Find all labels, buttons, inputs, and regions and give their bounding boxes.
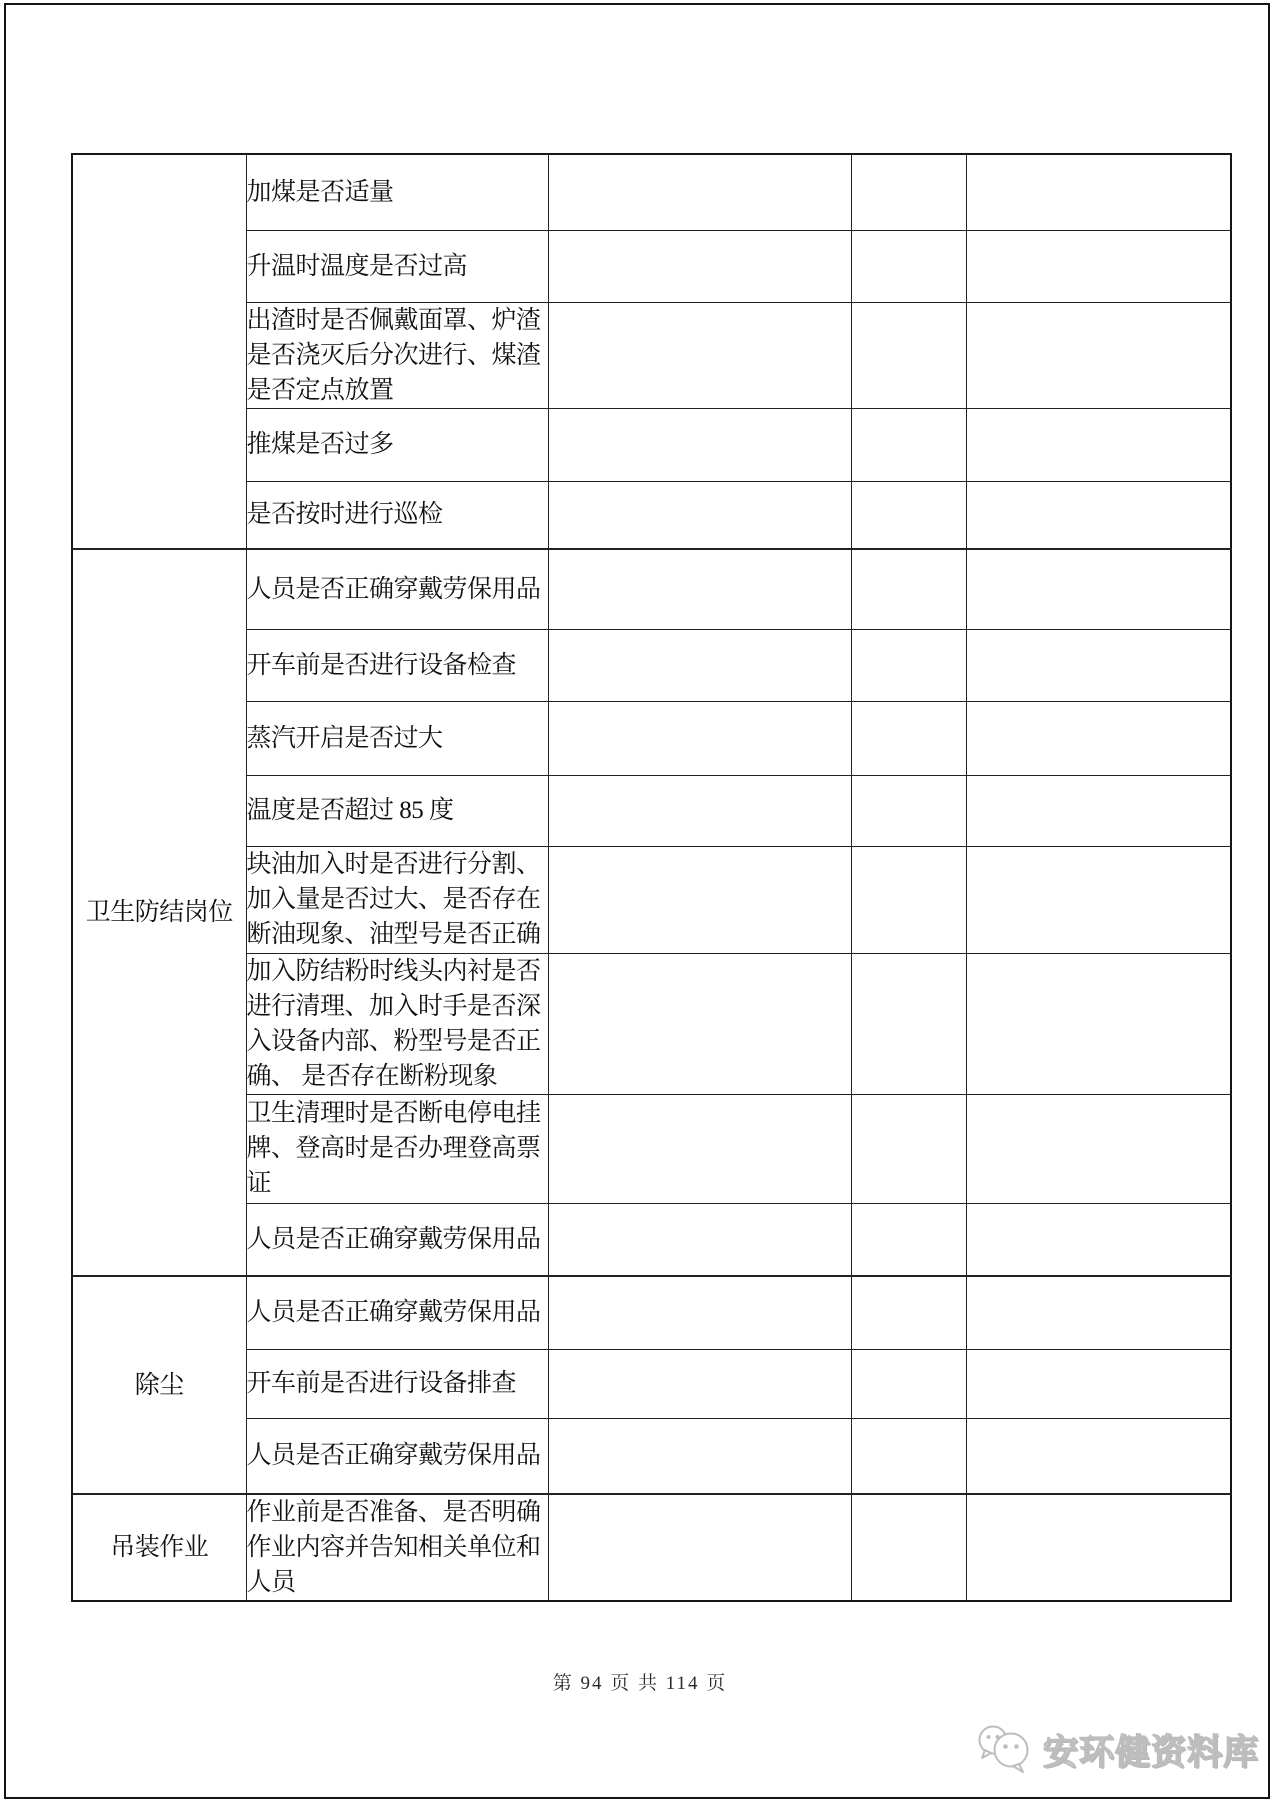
- status-cell: [851, 775, 966, 846]
- inspection-checklist-table: [71, 153, 1232, 1602]
- checklist-item: 人员是否正确穿戴劳保用品: [246, 1203, 548, 1276]
- table-row: [72, 302, 1231, 408]
- status-cell: [851, 846, 966, 953]
- result-cell: [548, 481, 851, 549]
- checklist-item: 人员是否正确穿戴劳保用品: [246, 549, 548, 629]
- result-cell: [548, 549, 851, 629]
- remark-cell: [966, 1094, 1231, 1203]
- table-row: [72, 1494, 1231, 1601]
- checklist-item: 作业前是否准备、是否明确作业内容并告知相关单位和人员: [246, 1494, 548, 1601]
- remark-cell: [966, 1418, 1231, 1494]
- result-cell: [548, 1276, 851, 1349]
- checklist-item: 是否按时进行巡检: [246, 481, 548, 549]
- status-cell: [851, 549, 966, 629]
- checklist-item: 加入防结粉时线头内衬是否进行清理、加入时手是否深入设备内部、粉型号是否正确、 是否存在断粉现象: [246, 953, 548, 1094]
- table-row: [72, 549, 1231, 629]
- status-cell: [851, 154, 966, 230]
- remark-cell: [966, 154, 1231, 230]
- remark-cell: [966, 1276, 1231, 1349]
- result-cell: [548, 1349, 851, 1418]
- remark-cell: [966, 230, 1231, 302]
- status-cell: [851, 230, 966, 302]
- result-cell: [548, 629, 851, 701]
- result-cell: [548, 230, 851, 302]
- category-cell-chuchen: 除尘: [72, 1276, 246, 1494]
- status-cell: [851, 1349, 966, 1418]
- status-cell: [851, 302, 966, 408]
- remark-cell: [966, 549, 1231, 629]
- result-cell: [548, 1418, 851, 1494]
- checklist-item: 卫生清理时是否断电停电挂牌、登高时是否办理登高票证: [246, 1094, 548, 1203]
- status-cell: [851, 408, 966, 481]
- chat-bubbles-logo-icon: [975, 1722, 1033, 1779]
- result-cell: [548, 154, 851, 230]
- status-cell: [851, 1203, 966, 1276]
- checklist-item: 蒸汽开启是否过大: [246, 701, 548, 775]
- table-row: [72, 481, 1231, 549]
- result-cell: [548, 408, 851, 481]
- table-row: [72, 701, 1231, 775]
- table-row: [72, 1349, 1231, 1418]
- table-row: [72, 408, 1231, 481]
- remark-cell: [966, 775, 1231, 846]
- checklist-item: 块油加入时是否进行分割、加入量是否过大、是否存在断油现象、油型号是否正确: [246, 846, 548, 953]
- table-row: [72, 629, 1231, 701]
- table-row: [72, 953, 1231, 1094]
- checklist-item: 加煤是否适量: [246, 154, 548, 230]
- checklist-item: 出渣时是否佩戴面罩、炉渣是否浇灭后分次进行、煤渣是否定点放置: [246, 302, 548, 408]
- status-cell: [851, 481, 966, 549]
- table-row: [72, 1094, 1231, 1203]
- result-cell: [548, 953, 851, 1094]
- remark-cell: [966, 1494, 1231, 1601]
- table-row: [72, 154, 1231, 230]
- status-cell: [851, 1494, 966, 1601]
- remark-cell: [966, 953, 1231, 1094]
- remark-cell: [966, 1203, 1231, 1276]
- status-cell: [851, 701, 966, 775]
- category-cell-blank: [72, 154, 246, 549]
- status-cell: [851, 1094, 966, 1203]
- status-cell: [851, 629, 966, 701]
- remark-cell: [966, 846, 1231, 953]
- category-cell-weisheng-fangjie: 卫生防结岗位: [72, 549, 246, 1276]
- checklist-item: 开车前是否进行设备排查: [246, 1349, 548, 1418]
- status-cell: [851, 1418, 966, 1494]
- remark-cell: [966, 408, 1231, 481]
- checklist-item: 升温时温度是否过高: [246, 230, 548, 302]
- remark-cell: [966, 481, 1231, 549]
- watermark-text: 安环健资料库: [1043, 1733, 1260, 1772]
- page-number-footer: 第 94 页 共 114 页: [552, 1673, 728, 1694]
- result-cell: [548, 1203, 851, 1276]
- checklist-item: 温度是否超过 85 度: [246, 775, 548, 846]
- table-row: [72, 230, 1231, 302]
- checklist-item: 人员是否正确穿戴劳保用品: [246, 1276, 548, 1349]
- table-row: [72, 1203, 1231, 1276]
- result-cell: [548, 1094, 851, 1203]
- result-cell: [548, 302, 851, 408]
- result-cell: [548, 775, 851, 846]
- checklist-item: 推煤是否过多: [246, 408, 548, 481]
- checklist-item: 人员是否正确穿戴劳保用品: [246, 1418, 548, 1494]
- category-cell-diaozhuang: 吊装作业: [72, 1494, 246, 1601]
- status-cell: [851, 1276, 966, 1349]
- remark-cell: [966, 302, 1231, 408]
- remark-cell: [966, 629, 1231, 701]
- checklist-item: 开车前是否进行设备检查: [246, 629, 548, 701]
- table-row: [72, 775, 1231, 846]
- status-cell: [851, 953, 966, 1094]
- watermark: [975, 1718, 1265, 1782]
- table-row: [72, 1276, 1231, 1349]
- table-row: [72, 846, 1231, 953]
- table-row: [72, 1418, 1231, 1494]
- result-cell: [548, 1494, 851, 1601]
- result-cell: [548, 846, 851, 953]
- result-cell: [548, 701, 851, 775]
- remark-cell: [966, 701, 1231, 775]
- remark-cell: [966, 1349, 1231, 1418]
